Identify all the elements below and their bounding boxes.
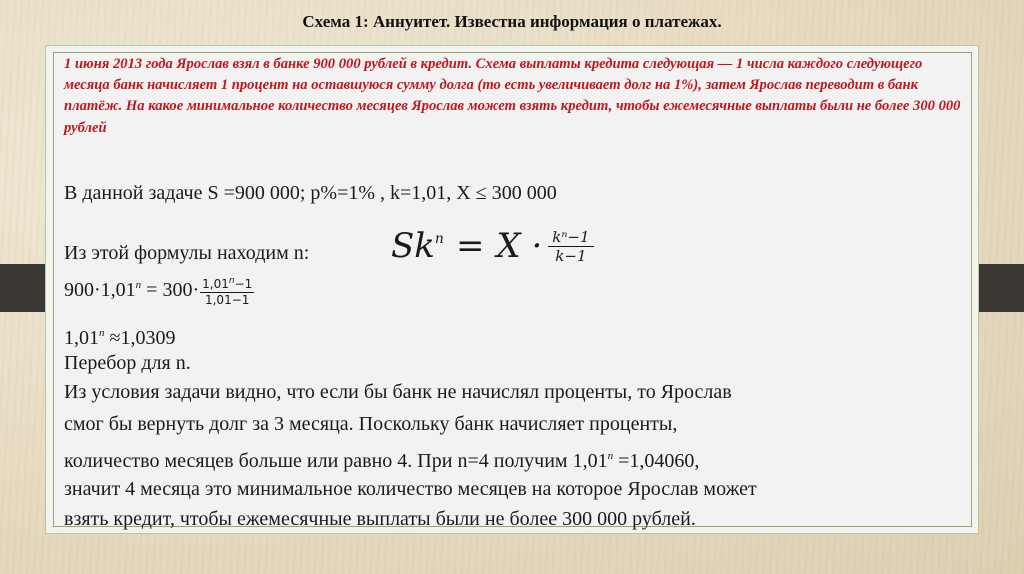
equation-numerator: $1,01^n-1$ [202,276,253,292]
annuity-formula [391,226,594,266]
problem-statement: 1 июня 2013 года Ярослав взял в банке 900 000 рублей в кредит. Схема выплаты кредита следующая — 1 числа каждого следующего месяца банк начисляет 1 процент на оставшуюся сумму долга (то есть увеличивает долг на 1%), затем Ярослав переводит в банк платёж. На какое минимальное количество месяцев Ярослав может взять кредит, чтобы ежемесячные выплаты были не более 300 000 рублей [64,56,961,136]
equation-lhs: 900·1,01 [64,279,136,301]
conclusion-line-3: количество месяцев больше или равно 4. При n=4 получим $1,01^n =1,04060$, [64,450,700,472]
formula-intro: Из этой формулы находим n: [64,242,310,264]
formula-denominator: k−1 [555,246,587,265]
equation-line [64,273,254,308]
equation-rhs: = 300· [146,279,200,301]
equation-denominator: 1,01−1 [204,293,250,308]
formula-rhs: X · [496,226,543,266]
equation-exp: n [135,279,142,291]
formula-lhs: Sk$^n$ [391,226,444,266]
search-line: Перебор для n. [64,352,191,374]
approx-line: $1,01^n \approx 1,0309$ [64,327,176,349]
formula-fraction [548,228,593,265]
formula-numerator: kⁿ−1 [548,228,593,247]
given-line: В данной задаче S =900 000; p%=1% , k=1,01, X ≤ 300 000 [64,182,557,204]
conclusion-line-5: взять кредит, чтобы ежемесячные выплаты были не более 300 000 рублей. [64,508,696,530]
equation-fraction [200,274,254,308]
conclusion-line-1: Из условия задачи видно, что если бы банк не начислял проценты, то Ярослав [64,381,732,403]
conclusion-line-4: значит 4 месяца это минимальное количество месяцев на которое Ярослав может [64,478,757,500]
formula-equals: = [455,226,485,266]
conclusion-line-2: смог бы вернуть долг за 3 месяца. Поскольку банк начисляет проценты, [64,413,678,435]
slide-title: Схема 1: Аннуитет. Известна информация о платежах. [302,12,722,31]
